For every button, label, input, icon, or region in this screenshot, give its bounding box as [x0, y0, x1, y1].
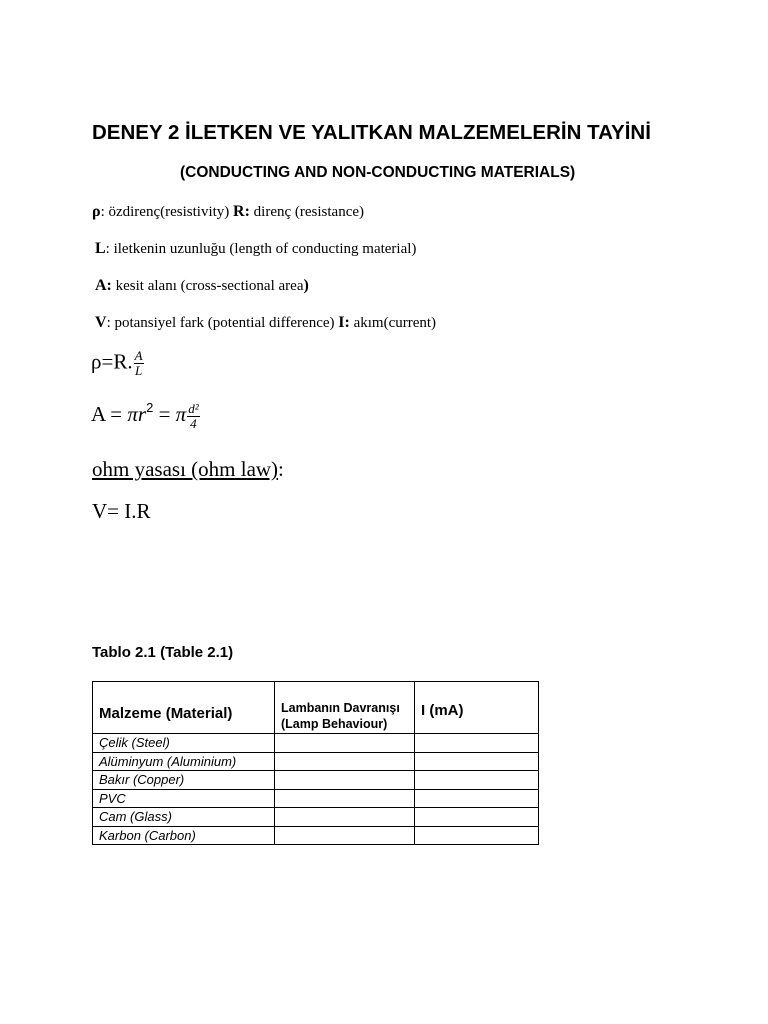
table-row	[93, 771, 539, 790]
fraction-denominator: 4	[190, 415, 197, 431]
header-lamp-line2: (Lamp Behaviour)	[281, 717, 388, 731]
material-cell: Bakır (Copper)	[93, 771, 275, 790]
pi-symbol: π	[127, 402, 138, 426]
i-text: akım(current)	[349, 315, 437, 331]
table-row	[93, 734, 539, 753]
header-material: Malzeme (Material)	[93, 682, 275, 734]
header-lamp-line1: Lambanın Davranışı	[281, 701, 400, 715]
r-text: direnç (resistance)	[249, 204, 365, 220]
a-text: kesit alanı (cross-sectional area	[111, 278, 304, 294]
table-row	[93, 752, 539, 771]
table-row	[93, 808, 539, 827]
table-caption: Tablo 2.1 (Table 2.1)	[92, 644, 234, 661]
rho-symbol: ρ	[92, 203, 101, 220]
lamp-cell[interactable]	[275, 826, 415, 845]
ohm-law-equation: V= I.R	[92, 499, 151, 523]
ohm-law-heading	[92, 457, 284, 482]
materials-table	[92, 681, 539, 845]
l-text: : iletkenin uzunluğu (length of conducting material)	[105, 241, 417, 257]
resistivity-formula-lhs: ρ=R.	[91, 349, 133, 374]
current-cell[interactable]	[415, 826, 539, 845]
pi-symbol-2: π	[175, 402, 187, 426]
page-title: DENEY 2 İLETKEN VE YALITKAN MALZEMELERİN TAYİNİ	[92, 121, 651, 144]
radius-symbol: r	[137, 402, 147, 426]
area-fraction	[187, 402, 199, 431]
equals-sign: =	[153, 402, 176, 426]
area-formula-lhs: A =	[91, 402, 128, 426]
material-cell: Cam (Glass)	[93, 808, 275, 827]
rho-text: : özdirenç(resistivity)	[100, 204, 234, 220]
lamp-cell[interactable]	[275, 734, 415, 753]
fraction-numerator: A	[134, 348, 143, 363]
material-cell: Karbon (Carbon)	[93, 826, 275, 845]
table-row	[93, 789, 539, 808]
material-cell: PVC	[93, 789, 275, 808]
lamp-cell[interactable]	[275, 808, 415, 827]
material-cell: Alüminyum (Aluminium)	[93, 752, 275, 771]
v-symbol: V	[95, 314, 107, 331]
lamp-cell[interactable]	[275, 789, 415, 808]
area-formula	[91, 400, 200, 440]
lamp-cell[interactable]	[275, 771, 415, 790]
definition-v-i	[95, 314, 436, 332]
current-cell[interactable]	[415, 752, 539, 771]
l-symbol: L	[95, 240, 106, 257]
table-header-row	[93, 682, 539, 734]
table-row	[93, 826, 539, 845]
resistivity-fraction	[134, 349, 144, 378]
ohm-law-label: ohm yasası (ohm law)	[92, 457, 279, 481]
r-symbol: R:	[233, 203, 250, 220]
definition-a	[95, 277, 309, 295]
current-cell[interactable]	[415, 789, 539, 808]
v-text: : potansiyel fark (potential difference)	[106, 315, 339, 331]
resistivity-formula	[91, 349, 144, 385]
current-cell[interactable]	[415, 734, 539, 753]
material-cell: Çelik (Steel)	[93, 734, 275, 753]
lamp-cell[interactable]	[275, 752, 415, 771]
a-close-paren: )	[303, 277, 309, 294]
page-subtitle: (CONDUCTING AND NON-CONDUCTING MATERIALS)	[180, 164, 576, 181]
header-current: I (mA)	[415, 682, 539, 734]
ohm-law-colon: :	[278, 457, 284, 481]
fraction-denominator: L	[134, 363, 143, 378]
current-cell[interactable]	[415, 771, 539, 790]
header-lamp-behaviour	[275, 682, 415, 734]
current-cell[interactable]	[415, 808, 539, 827]
i-symbol: I:	[338, 314, 350, 331]
fraction-numerator: d²	[188, 400, 199, 416]
exponent: 2	[146, 400, 154, 415]
definition-l	[95, 240, 416, 258]
definition-rho-r	[92, 203, 364, 221]
a-symbol: A:	[95, 277, 112, 294]
